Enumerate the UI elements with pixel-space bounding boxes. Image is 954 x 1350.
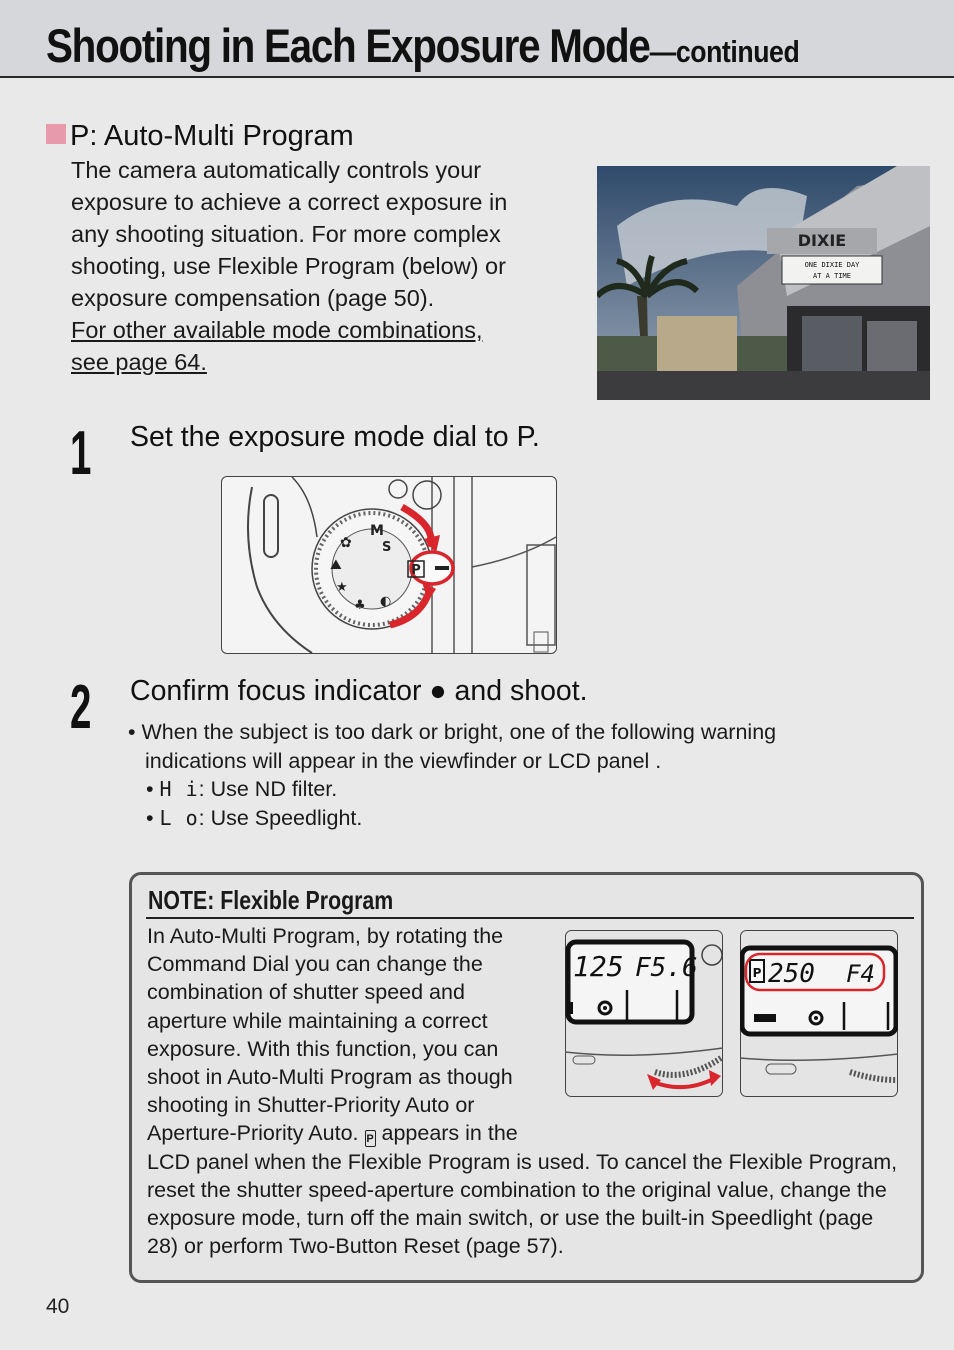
marquee-line-2: AT A TIME — [813, 272, 851, 280]
svg-text:⛰: ⛰ — [330, 557, 342, 573]
title-main: Shooting in Each Exposure Mode — [46, 19, 650, 72]
lcd-glyph: L o — [159, 805, 199, 830]
intro-line: The camera automatically controls your — [71, 157, 482, 183]
page-header — [0, 0, 954, 78]
intro-line: shooting, use Flexible Program (below) or — [71, 253, 506, 279]
svg-text:M: M — [370, 523, 384, 539]
note-box — [129, 872, 924, 1283]
mode-dial-diagram — [222, 477, 556, 653]
warning-text: : Use Speedlight. — [198, 805, 363, 830]
mode-dial-illustration — [221, 476, 557, 654]
title-suffix: —continued — [649, 34, 800, 69]
lcd-shutter-value: 250 — [768, 959, 815, 989]
lcd-aperture-value: F5.6 — [635, 953, 698, 983]
page-number: 40 — [46, 1295, 70, 1318]
svg-text:♣: ♣ — [354, 598, 366, 613]
note-text-part-2: appears in the LCD panel when the Flexible Program is used. To cancel the Flexible Program, reset the shutter speed-aperture combination to the original value, change the exposure mode, turn off the main switch, or use the built-in Speedlight (page 28) or perform Two-Button Reset (page 57). — [147, 1121, 898, 1259]
step-title: Confirm focus indicator ● and shoot. — [130, 675, 588, 707]
step-title: Set the exposure mode dial to P. — [130, 421, 540, 453]
svg-text:★: ★ — [336, 580, 348, 595]
note-text-part-1: In Auto-Multi Program, by rotating the Command Dial you can change the combination of shutter speed and aperture while maintaining a correct exposure. With this function, you can shoot in Auto-Multi Program as though shooting in Shutter-Priority Auto or Aperture-Priority Auto. — [147, 924, 513, 1146]
warning-intro: • When the subject is too dark or bright, one of the following warning indications will appear in the viewfinder or LCD panel . — [128, 720, 777, 773]
warning-item-hi: • H i: Use ND filter. — [146, 777, 338, 801]
marquee-name: DIXIE — [797, 231, 847, 250]
warning-item-lo: • L o: Use Speedlight. — [146, 805, 363, 830]
cross-reference-link[interactable]: see page 64. — [71, 349, 207, 375]
lcd-panel-after — [740, 930, 898, 1097]
theatre-photo-image — [597, 166, 930, 400]
marquee-line-1: ONE DIXIE DAY — [804, 261, 860, 269]
lcd-shutter-value: 125 — [573, 950, 624, 983]
warning-list — [128, 718, 878, 832]
warning-text: : Use ND filter. — [198, 777, 338, 801]
section-heading-text: P: Auto-Multi Program — [70, 120, 354, 152]
svg-text:S: S — [382, 540, 392, 555]
dial-mode-label: P — [411, 563, 421, 578]
lcd-aperture-value: F4 — [846, 960, 875, 988]
page-title — [46, 18, 799, 73]
step-number: 2 — [70, 673, 92, 742]
lcd-glyph: H i — [159, 777, 199, 801]
note-title: NOTE: Flexible Program — [148, 885, 394, 915]
pink-square-icon — [46, 124, 66, 144]
intro-paragraph — [71, 154, 591, 378]
svg-text:✿: ✿ — [340, 535, 352, 551]
flexible-program-icon: P — [365, 1130, 376, 1147]
lcd-panel-before — [565, 930, 723, 1097]
intro-line: exposure to achieve a correct exposure in — [71, 189, 508, 215]
note-divider — [146, 917, 914, 919]
section-heading — [46, 120, 354, 153]
svg-text:◐: ◐ — [380, 594, 392, 609]
theatre-photo — [597, 166, 930, 400]
cross-reference-link[interactable]: For other available mode combinations, — [71, 317, 483, 343]
intro-line: any shooting situation. For more complex — [71, 221, 501, 247]
step-number: 1 — [70, 419, 92, 488]
intro-line: exposure compensation (page 50). — [71, 285, 435, 311]
lcd-flexible-indicator: P — [752, 966, 762, 980]
